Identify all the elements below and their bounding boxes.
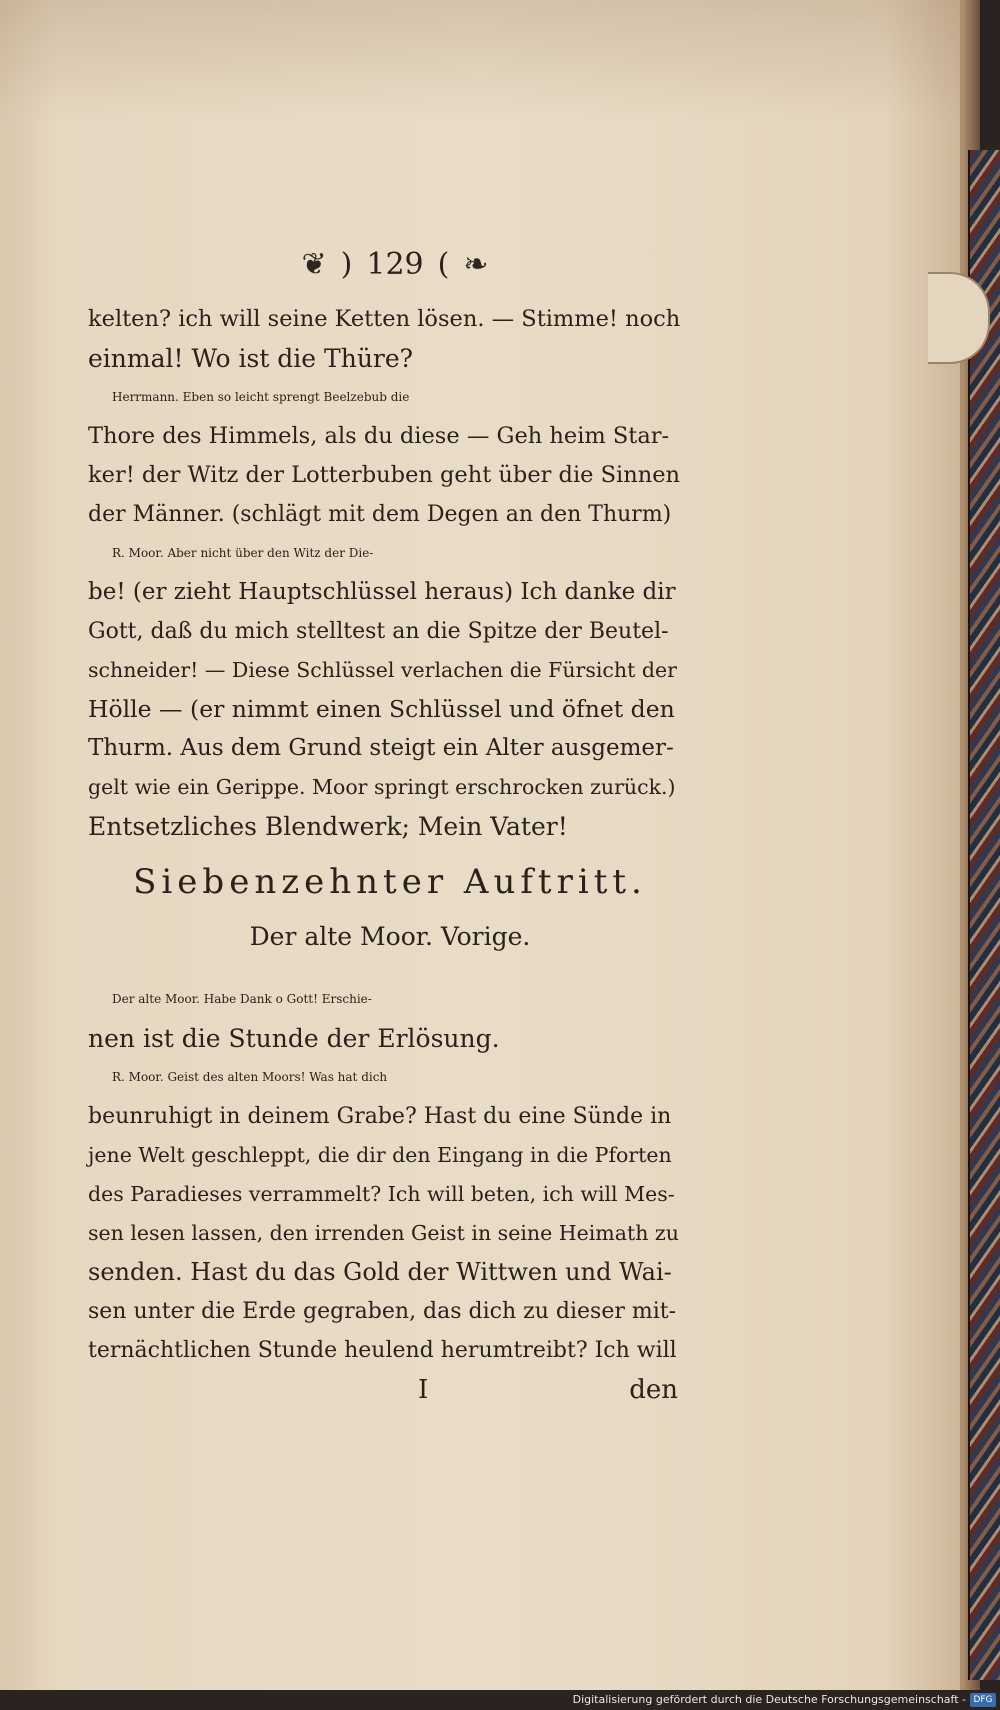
text-line: senden. Hast du das Gold der Wittwen und Wai- bbox=[88, 1258, 672, 1286]
header-right-mark: ( bbox=[437, 246, 450, 282]
text-line: jene Welt geschleppt, die dir den Eingang in die Pforten bbox=[88, 1143, 672, 1167]
text-line: nen ist die Stunde der Erlösung. bbox=[88, 1024, 500, 1053]
text-line: Der alte Moor. Habe Dank o Gott! Erschie- bbox=[112, 992, 372, 1006]
scene-title: Siebenzehnter Auftritt. bbox=[133, 862, 647, 902]
scene-persons: Der alte Moor. Vorige. bbox=[249, 922, 531, 951]
text-line: ker! der Witz der Lotterbuben geht über die Sinnen bbox=[88, 462, 681, 488]
page-footer bbox=[88, 1375, 678, 1415]
header-left-mark: ) bbox=[340, 246, 353, 282]
text-line: Entsetzliches Blendwerk; Mein Vater! bbox=[88, 812, 568, 841]
text-line: R. Moor. Geist des alten Moors! Was hat dich bbox=[112, 1070, 388, 1084]
text-line: Thurm. Aus dem Grund steigt ein Alter ausgemer- bbox=[88, 735, 674, 761]
text-line: Herrmann. Eben so leicht sprengt Beelzebub die bbox=[112, 390, 410, 404]
marbled-endpaper bbox=[968, 150, 1000, 1680]
digitization-credit: Digitalisierung gefördert durch die Deutsche Forschungsgemeinschaft - bbox=[572, 1693, 966, 1706]
page-number: 129 bbox=[366, 246, 424, 282]
text-line: schneider! — Diese Schlüssel verlachen die Fürsicht der bbox=[88, 658, 677, 682]
text-line: gelt wie ein Gerippe. Moor springt erschrocken zurück.) bbox=[88, 775, 676, 799]
text-line: des Paradieses verrammelt? Ich will beten, ich will Mes- bbox=[88, 1182, 675, 1206]
text-line: sen lesen lassen, den irrenden Geist in seine Heimath zu bbox=[88, 1221, 679, 1245]
text-block-top bbox=[88, 300, 681, 846]
catchword: den bbox=[629, 1375, 678, 1405]
text-line: der Männer. (schlägt mit dem Degen an den Thurm) bbox=[88, 502, 672, 527]
text-line: R. Moor. Aber nicht über den Witz der Die- bbox=[112, 546, 374, 560]
ornament-right-icon: ❧ bbox=[463, 246, 489, 282]
text-line: ternächtlichen Stunde heulend herumtreibt? Ich will bbox=[88, 1338, 677, 1363]
text-line: Gott, daß du mich stelltest an die Spitze der Beutel- bbox=[88, 619, 669, 644]
text-line: Hölle — (er nimmt einen Schlüssel und öfnet den bbox=[88, 695, 675, 723]
text-line: einmal! Wo ist die Thüre? bbox=[88, 344, 414, 373]
text-line: sen unter die Erde gegraben, das dich zu dieser mit- bbox=[88, 1299, 677, 1324]
ornament-left-icon: ❦ bbox=[301, 246, 327, 282]
dfg-logo: DFG bbox=[970, 1693, 996, 1707]
text-line: Thore des Himmels, als du diese — Geh heim Star- bbox=[88, 423, 670, 449]
text-block-bottom bbox=[88, 980, 678, 1370]
text-line: kelten? ich will seine Ketten lösen. — Stimme! noch bbox=[88, 306, 681, 332]
page-header bbox=[270, 244, 520, 284]
text-line: be! (er zieht Hauptschlüssel heraus) Ich danke dir bbox=[88, 579, 676, 605]
signature-mark: I bbox=[418, 1375, 429, 1405]
page-stain bbox=[0, 0, 960, 120]
text-line: beunruhigt in deinem Grabe? Hast du eine Sünde in bbox=[88, 1104, 672, 1129]
